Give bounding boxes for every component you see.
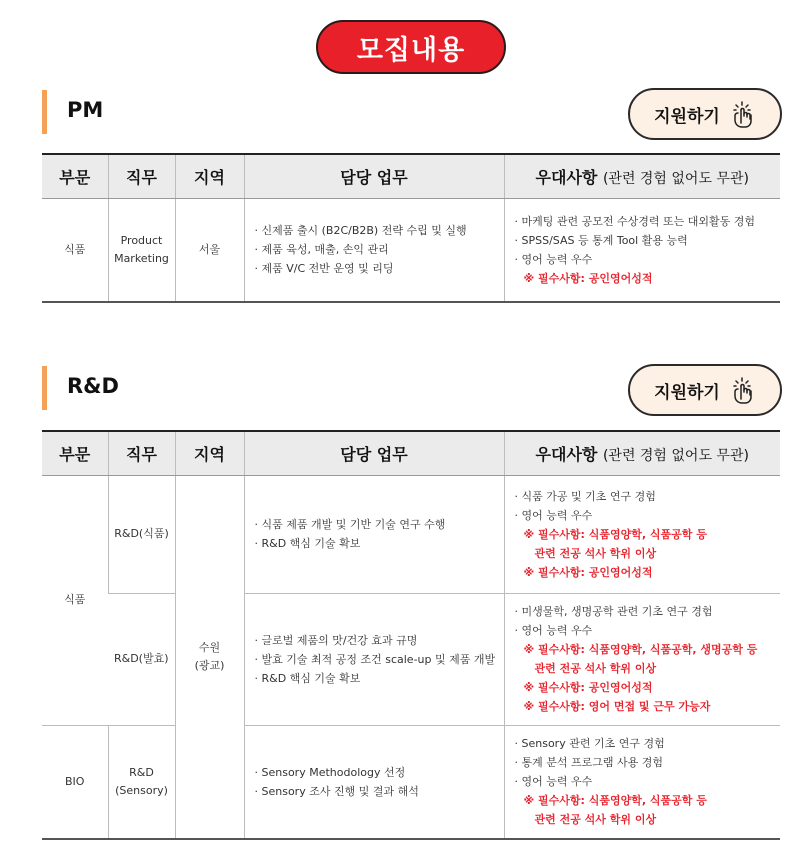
rnd-role: R&D(식품)	[108, 475, 175, 593]
table-row	[42, 725, 780, 839]
pm-role: Product Marketing	[108, 198, 175, 302]
rnd-preferred: · Sensory 관련 기초 연구 경험 · 통계 분석 프로그램 사용 경험 · 영어 능력 우수 ※ 필수사항: 식품영양학, 식품공학 등 관련 전공 석사 학위 이상	[504, 725, 780, 839]
pm-section-title: PM	[67, 98, 104, 122]
rnd-role: R&D (Sensory)	[108, 725, 175, 839]
rnd-preferred: · 미생물학, 생명공학 관련 기초 연구 경험 · 영어 능력 우수 ※ 필수사항: 식품영양학, 식품공학, 생명공학 등 관련 전공 석사 학위 이상 ※ 필수사항: 공인영어성적 ※ 필수사항: 영어 면접 및 근무 가능자	[504, 593, 780, 725]
page-title: 모집내용	[316, 20, 506, 74]
pm-apply-button[interactable]	[628, 88, 782, 140]
rnd-duties: · Sensory Methodology 선정 · Sensory 조사 진행 및 결과 해석	[244, 725, 504, 839]
header-location: 지역	[175, 431, 244, 475]
table-row	[42, 475, 780, 593]
header-dept: 부문	[42, 154, 108, 198]
table-row	[42, 593, 780, 725]
rnd-section-header	[42, 364, 782, 416]
accent-bar	[42, 366, 47, 410]
rnd-duties: · 식품 제품 개발 및 기반 기술 연구 수행 · R&D 핵심 기술 확보	[244, 475, 504, 593]
pointing-hand-icon	[728, 375, 756, 405]
rnd-section-title: R&D	[67, 374, 119, 398]
rnd-table	[42, 430, 780, 840]
header-preferred: 우대사항 (관련 경험 없어도 무관)	[504, 431, 780, 475]
header-location: 지역	[175, 154, 244, 198]
pm-section-header	[42, 88, 782, 140]
rnd-role: R&D(발효)	[108, 593, 175, 725]
rnd-duties: · 글로벌 제품의 맛/건강 효과 규명 · 발효 기술 최적 공정 조건 scale-up 및 제품 개발 · R&D 핵심 기술 확보	[244, 593, 504, 725]
rnd-location: 수원 (광교)	[175, 475, 244, 839]
header-duties: 담당 업무	[244, 431, 504, 475]
rnd-dept-bio: BIO	[42, 725, 108, 839]
pm-table	[42, 153, 780, 303]
pm-location: 서울	[175, 198, 244, 302]
accent-bar	[42, 90, 47, 134]
header-duties: 담당 업무	[244, 154, 504, 198]
apply-button-label: 지원하기	[654, 382, 720, 403]
header-preferred: 우대사항 (관련 경험 없어도 무관)	[504, 154, 780, 198]
header-role: 직무	[108, 431, 175, 475]
header-dept: 부문	[42, 431, 108, 475]
rnd-preferred: · 식품 가공 및 기초 연구 경험 · 영어 능력 우수 ※ 필수사항: 식품영양학, 식품공학 등 관련 전공 석사 학위 이상 ※ 필수사항: 공인영어성적	[504, 475, 780, 593]
pointing-hand-icon	[728, 99, 756, 129]
rnd-apply-button[interactable]	[628, 364, 782, 416]
pm-duties: · 신제품 출시 (B2C/B2B) 전략 수립 및 실행 · 제품 육성, 매출, 손익 관리 · 제품 V/C 전반 운영 및 리딩	[244, 198, 504, 302]
pm-dept: 식품	[42, 198, 108, 302]
apply-button-label: 지원하기	[654, 106, 720, 127]
rnd-dept-food: 식품	[42, 475, 108, 725]
header-role: 직무	[108, 154, 175, 198]
required-note: ※ 필수사항: 공인영어성적	[523, 271, 653, 285]
pm-preferred: · 마케팅 관련 공모전 수상경력 또는 대외활동 경험 · SPSS/SAS 등 통계 Tool 활용 능력 · 영어 능력 우수 ※ 필수사항: 공인영어성적	[504, 198, 780, 302]
